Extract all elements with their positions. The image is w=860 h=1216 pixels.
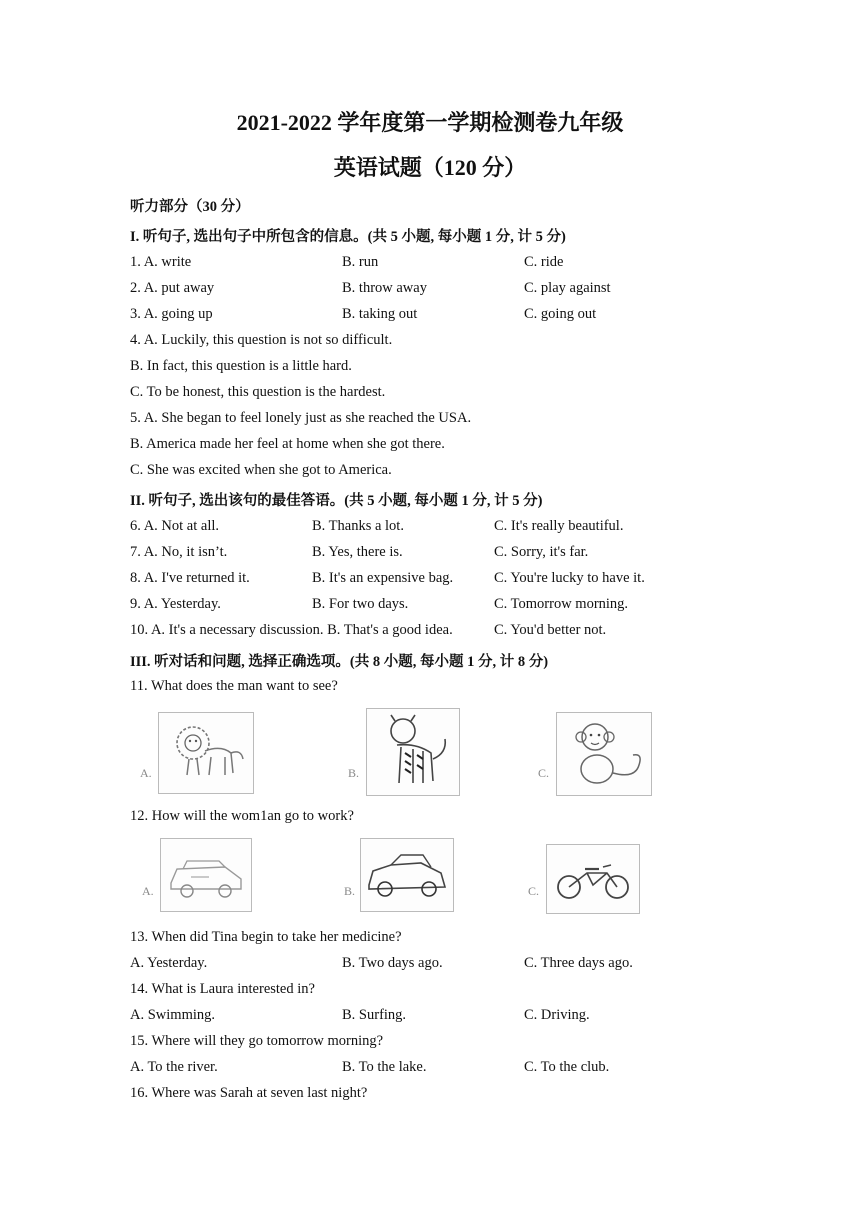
q12-question: 12. How will the wom1an go to work?: [130, 808, 354, 824]
q11-label-c: C.: [538, 766, 550, 780]
page-subtitle: 英语试题（120 分）: [333, 155, 527, 180]
monkey-picture: [556, 712, 652, 796]
q3-option-c: C. going out: [524, 306, 597, 322]
motorbike-icon: [547, 845, 639, 913]
q12-label-b: B.: [344, 884, 356, 898]
section-1-heading: I. 听句子, 选出句子中所包含的信息。(共 5 小题, 每小题 1 分, 计 5 分): [130, 229, 566, 245]
page-title: 2021-2022 学年度第一学期检测卷九年级: [236, 110, 624, 135]
q15-option-a: A. To the river.: [130, 1059, 218, 1075]
q8-option-c: C. You're lucky to have it.: [494, 570, 645, 586]
car-picture: [360, 838, 454, 912]
section-3-heading: III. 听对话和问题, 选择正确选项。(共 8 小题, 每小题 1 分, 计 8 分): [130, 654, 549, 670]
q2-option-c: C. play against: [524, 280, 611, 296]
q13-question: 13. When did Tina begin to take her medicine?: [130, 929, 402, 945]
q4-option-b: B. In fact, this question is a little hard.: [130, 358, 352, 374]
q13-option-a: A. Yesterday.: [130, 955, 208, 971]
q11-question: 11. What does the man want to see?: [130, 678, 338, 694]
q11-label-a: A.: [140, 766, 152, 780]
q13-option-c: C. Three days ago.: [524, 955, 633, 971]
q10-option-ab: 10. A. It's a necessary discussion. B. That's a good idea.: [130, 622, 453, 638]
q14-option-b: B. Surfing.: [342, 1007, 407, 1023]
q8-option-b: B. It's an expensive bag.: [312, 570, 454, 586]
q5-option-b: B. America made her feel at home when she got there.: [130, 436, 445, 452]
q1-option-b: B. run: [342, 254, 379, 270]
monkey-icon: [557, 713, 651, 795]
car-icon: [361, 839, 453, 911]
q2-option-b: B. throw away: [342, 280, 427, 296]
q9-option-b: B. For two days.: [312, 596, 409, 612]
q7-option-a: 7. A. No, it isn’t.: [130, 544, 228, 560]
q3-option-a: 3. A. going up: [130, 306, 213, 322]
lion-picture: [158, 712, 254, 794]
q15-option-b: B. To the lake.: [342, 1059, 427, 1075]
q10-option-c: C. You'd better not.: [494, 622, 607, 638]
q7-option-c: C. Sorry, it's far.: [494, 544, 589, 560]
tiger-picture: [366, 708, 460, 796]
q15-option-c: C. To the club.: [524, 1059, 610, 1075]
q3-option-b: B. taking out: [342, 306, 418, 322]
q9-option-c: C. Tomorrow morning.: [494, 596, 629, 612]
q15-question: 15. Where will they go tomorrow morning?: [130, 1033, 384, 1049]
tiger-icon: [367, 709, 459, 795]
q5-option-c: C. She was excited when she got to America.: [130, 462, 392, 478]
q13-option-b: B. Two days ago.: [342, 955, 443, 971]
motorbike-picture: [546, 844, 640, 914]
q16-question: 16. Where was Sarah at seven last night?: [130, 1085, 368, 1101]
q11-label-b: B.: [348, 766, 360, 780]
q4-option-a: 4. A. Luckily, this question is not so difficult.: [130, 332, 393, 348]
q8-option-a: 8. A. I've returned it.: [130, 570, 250, 586]
q1-option-a: 1. A. write: [130, 254, 192, 270]
listening-label: 听力部分（30 分）: [130, 199, 250, 215]
q1-option-c: C. ride: [524, 254, 564, 270]
q7-option-b: B. Yes, there is.: [312, 544, 403, 560]
q6-option-c: C. It's really beautiful.: [494, 518, 624, 534]
q6-option-b: B. Thanks a lot.: [312, 518, 404, 534]
q12-label-a: A.: [142, 884, 154, 898]
q14-option-a: A. Swimming.: [130, 1007, 215, 1023]
q9-option-a: 9. A. Yesterday.: [130, 596, 221, 612]
q14-question: 14. What is Laura interested in?: [130, 981, 315, 997]
q2-option-a: 2. A. put away: [130, 280, 215, 296]
q6-option-a: 6. A. Not at all.: [130, 518, 220, 534]
q14-option-c: C. Driving.: [524, 1007, 590, 1023]
section-2-heading: II. 听句子, 选出该句的最佳答语。(共 5 小题, 每小题 1 分, 计 5 分): [130, 493, 543, 509]
q12-label-c: C.: [528, 884, 540, 898]
taxi-picture: [160, 838, 252, 912]
taxi-icon: [161, 839, 251, 911]
lion-icon: [159, 713, 253, 793]
q5-option-a: 5. A. She began to feel lonely just as she reached the USA.: [130, 410, 472, 426]
q4-option-c: C. To be honest, this question is the hardest.: [130, 384, 386, 400]
